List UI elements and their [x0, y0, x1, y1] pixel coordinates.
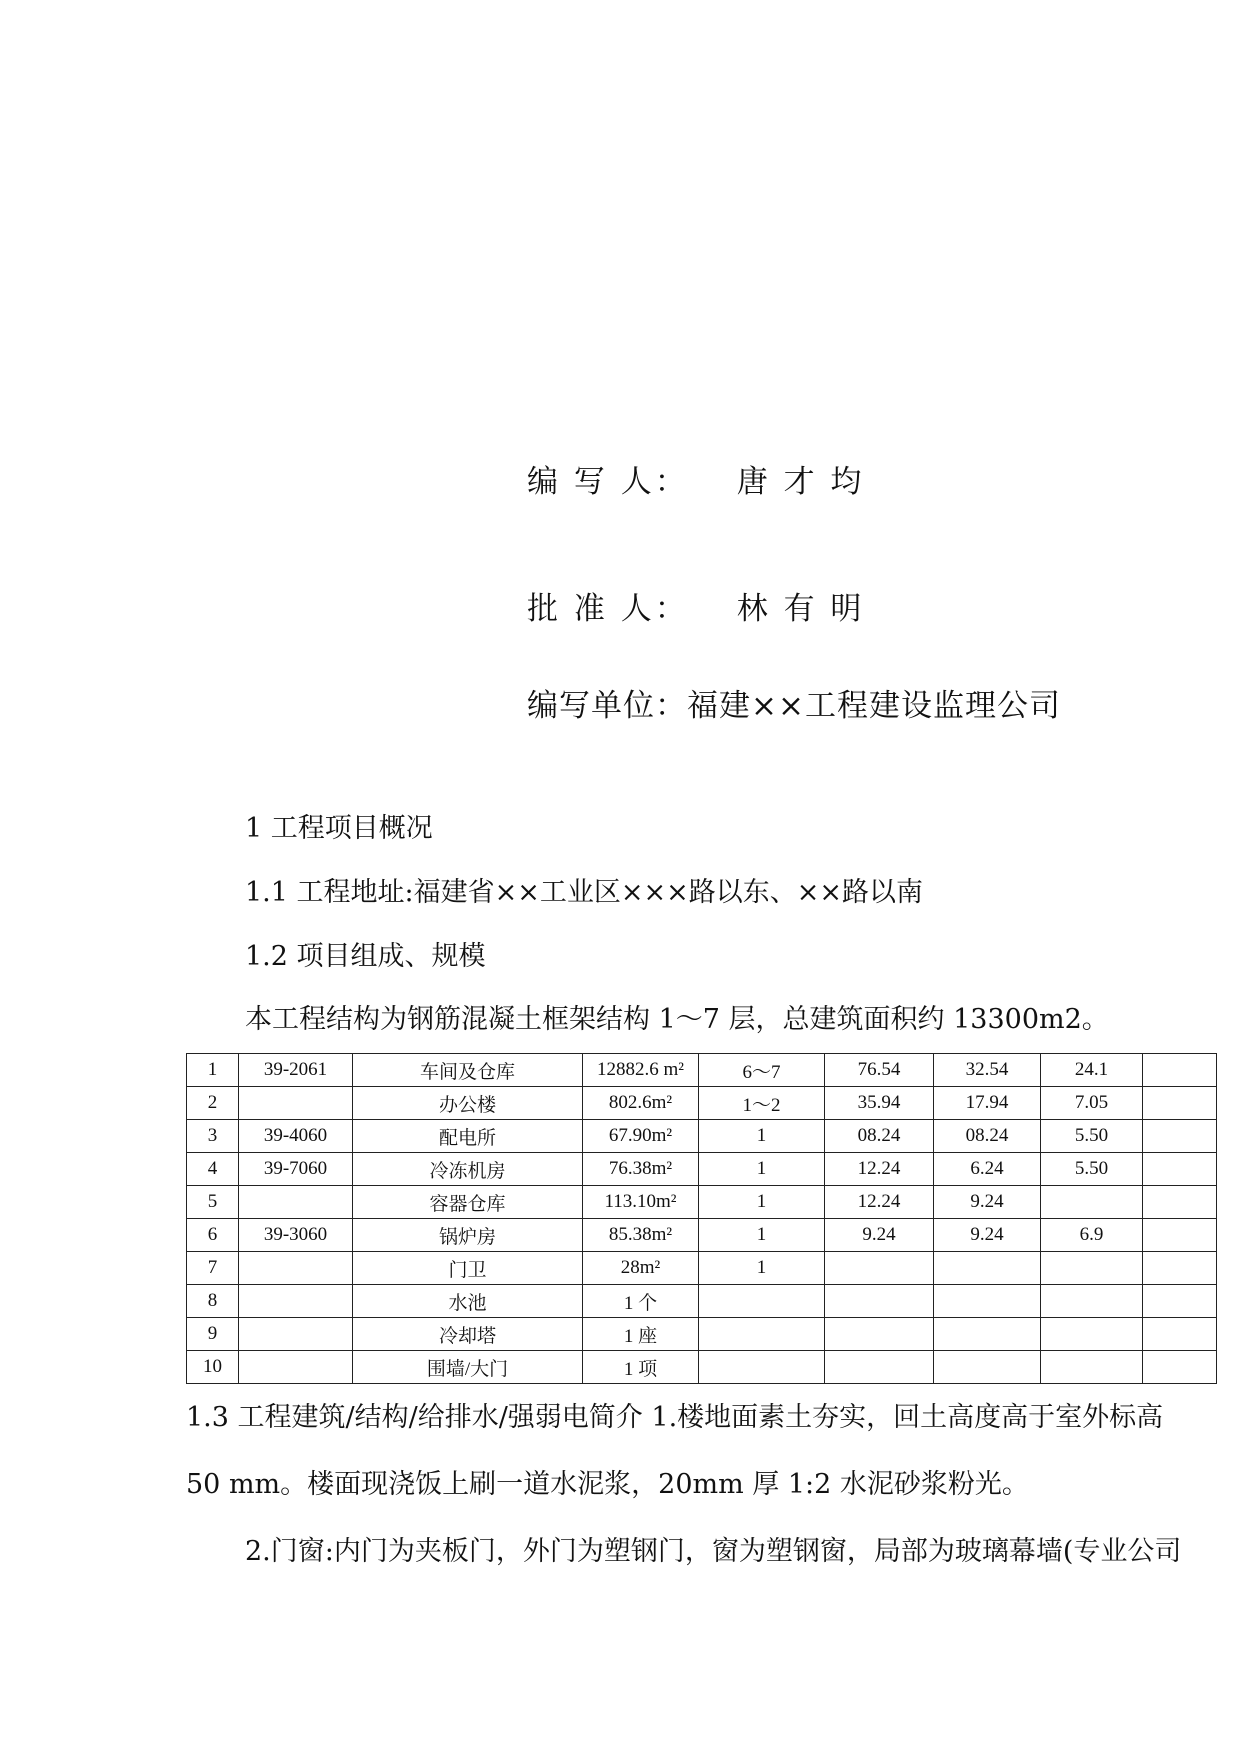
table-cell: [1143, 1351, 1217, 1384]
project-table-body: [187, 1054, 1217, 1384]
table-cell: 6～7: [699, 1054, 825, 1087]
table-row: [187, 1318, 1217, 1351]
table-cell: 08.24: [825, 1120, 934, 1153]
table-cell: 10: [187, 1351, 239, 1384]
table-cell: [1041, 1318, 1143, 1351]
table-cell: 12.24: [825, 1186, 934, 1219]
approver-label: 批 准 人：: [527, 591, 689, 627]
table-cell: [1041, 1351, 1143, 1384]
table-cell: [1143, 1186, 1217, 1219]
table-cell: 12882.6 m²: [583, 1054, 699, 1087]
table-cell: 5: [187, 1186, 239, 1219]
table-cell: 容器仓库: [353, 1186, 583, 1219]
writer-line: [527, 456, 864, 501]
table-cell: 39-4060: [239, 1120, 353, 1153]
table-cell: 1: [699, 1186, 825, 1219]
table-cell: 6.24: [934, 1153, 1041, 1186]
table-cell: 08.24: [934, 1120, 1041, 1153]
table-cell: 冷却塔: [353, 1318, 583, 1351]
table-cell: 3: [187, 1120, 239, 1153]
unit-label: 编写单位：: [527, 688, 687, 724]
table-cell: [825, 1285, 934, 1318]
table-cell: [239, 1351, 353, 1384]
table-cell: 1: [187, 1054, 239, 1087]
table-cell: 4: [187, 1153, 239, 1186]
table-cell: 802.6m²: [583, 1087, 699, 1120]
project-table: [186, 1053, 1217, 1384]
table-cell: 围墙/大门: [353, 1351, 583, 1384]
table-cell: [1143, 1054, 1217, 1087]
table-cell: [1143, 1153, 1217, 1186]
writer-name: 唐 才 均: [736, 464, 865, 500]
project-summary: 本工程结构为钢筋混凝土框架结构 1～7 层，总建筑面积约 13300m2。: [245, 1004, 1109, 1035]
table-cell: 76.38m²: [583, 1153, 699, 1186]
table-cell: 5.50: [1041, 1120, 1143, 1153]
table-cell: 车间及仓库: [353, 1054, 583, 1087]
table-cell: 6: [187, 1219, 239, 1252]
table-cell: 7: [187, 1252, 239, 1285]
table-cell: [239, 1318, 353, 1351]
section-1-heading: 1 工程项目概况: [245, 813, 433, 844]
unit-line: [527, 680, 1061, 725]
table-cell: 1～2: [699, 1087, 825, 1120]
table-cell: [1041, 1186, 1143, 1219]
table-cell: [1143, 1219, 1217, 1252]
table-cell: [1143, 1318, 1217, 1351]
approver-name: 林 有 明: [736, 591, 865, 627]
table-cell: [1143, 1285, 1217, 1318]
table-cell: 113.10m²: [583, 1186, 699, 1219]
table-cell: 7.05: [1041, 1087, 1143, 1120]
table-cell: 1: [699, 1120, 825, 1153]
table-row: [187, 1153, 1217, 1186]
writer-label: 编 写 人：: [527, 464, 689, 500]
table-row: [187, 1219, 1217, 1252]
table-cell: 39-7060: [239, 1153, 353, 1186]
table-cell: 办公楼: [353, 1087, 583, 1120]
section-1-1-address: 1.1 工程地址:福建省××工业区×××路以东、××路以南: [245, 877, 923, 908]
table-cell: [1041, 1285, 1143, 1318]
table-cell: 锅炉房: [353, 1219, 583, 1252]
table-row: [187, 1252, 1217, 1285]
table-cell: 5.50: [1041, 1153, 1143, 1186]
table-cell: [1041, 1252, 1143, 1285]
table-cell: 35.94: [825, 1087, 934, 1120]
unit-name: 福建××工程建设监理公司: [687, 688, 1061, 724]
table-cell: [934, 1285, 1041, 1318]
table-cell: 冷冻机房: [353, 1153, 583, 1186]
table-cell: 水池: [353, 1285, 583, 1318]
section-1-2-heading: 1.2 项目组成、规模: [245, 941, 486, 972]
table-cell: [825, 1351, 934, 1384]
table-cell: 8: [187, 1285, 239, 1318]
table-cell: 76.54: [825, 1054, 934, 1087]
table-cell: 39-3060: [239, 1219, 353, 1252]
table-cell: 门卫: [353, 1252, 583, 1285]
table-cell: [699, 1285, 825, 1318]
table-row: [187, 1186, 1217, 1219]
table-cell: 1: [699, 1252, 825, 1285]
table-cell: [1143, 1252, 1217, 1285]
table-cell: 17.94: [934, 1087, 1041, 1120]
table-cell: 39-2061: [239, 1054, 353, 1087]
table-cell: 1 座: [583, 1318, 699, 1351]
approver-line: [527, 583, 864, 628]
table-row: [187, 1120, 1217, 1153]
table-cell: [699, 1351, 825, 1384]
table-cell: 12.24: [825, 1153, 934, 1186]
table-cell: 9.24: [934, 1186, 1041, 1219]
table-cell: [934, 1252, 1041, 1285]
section-1-3-line-1: 1.3 工程建筑/结构/给排水/强弱电简介 1.楼地面素土夯实，回土高度高于室外标高: [186, 1402, 1164, 1433]
table-row: [187, 1285, 1217, 1318]
table-cell: 1 个: [583, 1285, 699, 1318]
table-cell: 1 项: [583, 1351, 699, 1384]
table-cell: 2: [187, 1087, 239, 1120]
table-cell: [934, 1351, 1041, 1384]
table-cell: [239, 1087, 353, 1120]
table-cell: 6.9: [1041, 1219, 1143, 1252]
table-cell: [239, 1252, 353, 1285]
table-cell: 9: [187, 1318, 239, 1351]
table-cell: 32.54: [934, 1054, 1041, 1087]
table-cell: [699, 1318, 825, 1351]
table-cell: 67.90m²: [583, 1120, 699, 1153]
table-cell: [1143, 1120, 1217, 1153]
table-cell: 1: [699, 1219, 825, 1252]
table-cell: [934, 1318, 1041, 1351]
table-cell: 配电所: [353, 1120, 583, 1153]
table-cell: [825, 1252, 934, 1285]
table-cell: 28m²: [583, 1252, 699, 1285]
section-1-3-line-3: 2.门窗:内门为夹板门，外门为塑钢门，窗为塑钢窗，局部为玻璃幕墙(专业公司: [245, 1536, 1182, 1567]
table-row: [187, 1351, 1217, 1384]
table-cell: [825, 1318, 934, 1351]
section-1-3-line-2: 50 mm。楼面现浇饭上刷一道水泥浆，20mm 厚 1:2 水泥砂浆粉光。: [186, 1469, 1029, 1500]
table-cell: 1: [699, 1153, 825, 1186]
table-cell: 24.1: [1041, 1054, 1143, 1087]
table-cell: 9.24: [825, 1219, 934, 1252]
table-cell: [239, 1285, 353, 1318]
table-row: [187, 1087, 1217, 1120]
table-cell: 9.24: [934, 1219, 1041, 1252]
table-cell: 85.38m²: [583, 1219, 699, 1252]
table-cell: [1143, 1087, 1217, 1120]
table-cell: [239, 1186, 353, 1219]
table-row: [187, 1054, 1217, 1087]
